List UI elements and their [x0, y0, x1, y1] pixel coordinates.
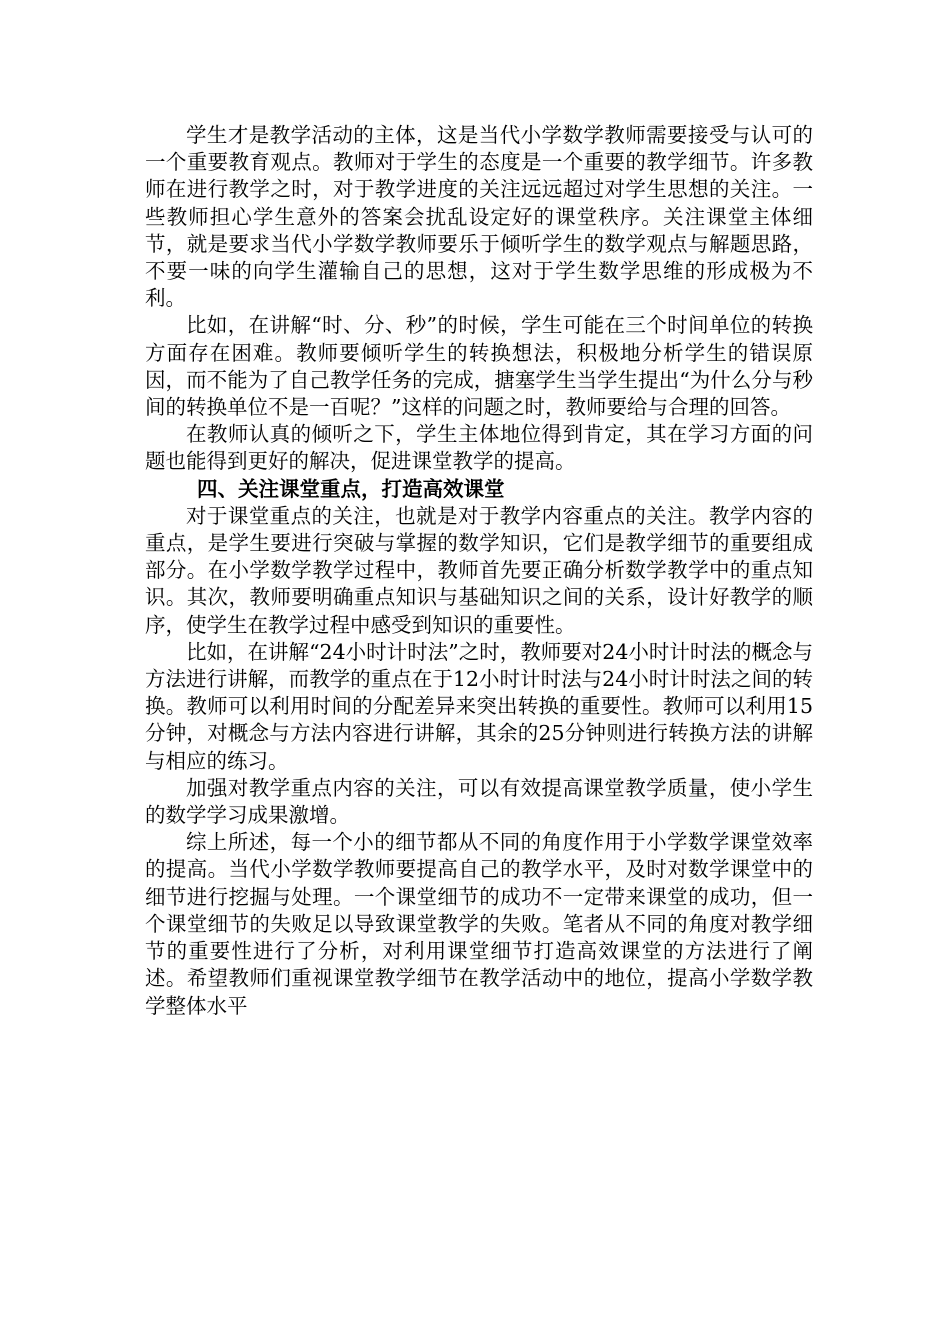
section-heading: 四、关注课堂重点，打造高效课堂	[197, 476, 505, 501]
paragraph-time-units-example: 比如，在讲解“时、分、秒”的时候，学生可能在三个时间单位的转换方面存在困难。教师要倾听学生的转换想法，积极地分析学生的错误原因，而不能为了自己教学任务的完成，搪塞学生当学生提出“为什么分与秒间的转换单位不是一百呢？”这样的问题之时，教师要给与合理的回答。	[145, 313, 813, 420]
paragraph-student-subject: 学生才是教学活动的主体，这是当代小学数学教师需要接受与认可的一个重要教育观点。教师对于学生的态度是一个重要的教学细节。许多教师在进行教学之时，对于教学进度的关注远远超过对学生思想的关注。一些教师担心学生意外的答案会扰乱设定好的课堂秩序。关注课堂主体细节，就是要求当代小学数学教师要乐于倾听学生的数学观点与解题思路，不要一味的向学生灌输自己的思想，这对于学生数学思维的形成极为不利。	[145, 123, 813, 311]
paragraph-conclusion: 综上所述，每一个小的细节都从不同的角度作用于小学数学课堂效率的提高。当代小学数学教师要提高自己的教学水平，及时对数学课堂中的细节进行挖掘与处理。一个课堂细节的成功不一定带来课堂的成功，但一个课堂细节的失败足以导致课堂教学的失败。笔者从不同的角度对教学细节的重要性进行了分析，对利用课堂细节打造高效课堂的方法进行了阐述。希望教师们重视课堂教学细节在教学活动中的地位，提高小学数学教学整体水平	[145, 830, 813, 1018]
paragraph-key-points: 对于课堂重点的关注，也就是对于教学内容重点的关注。教学内容的重点，是学生要进行突破与掌握的数学知识，它们是教学细节的重要组成部分。在小学数学教学过程中，教师首先要正确分析数学教学中的重点知识。其次，教师要明确重点知识与基础知识之间的关系，设计好教学的顺序，使学生在教学过程中感受到知识的重要性。	[145, 503, 813, 637]
document-body	[145, 122, 813, 1020]
paragraph-listening-result: 在教师认真的倾听之下，学生主体地位得到肯定，其在学习方面的问题也能得到更好的解决，促进课堂教学的提高。	[145, 422, 813, 474]
paragraph-24-hour-example: 比如，在讲解“24小时计时法”之时，教师要对24小时计时法的概念与方法进行讲解，而教学的重点在于12小时计时法与24小时计时法之间的转换。教师可以利用时间的分配差异来突出转换的重要性。教师可以利用15分钟，对概念与方法内容进行讲解，其余的25分钟则进行转换方法的讲解与相应的练习。	[145, 639, 813, 773]
paragraph-quality: 加强对教学重点内容的关注，可以有效提高课堂教学质量，使小学生的数学学习成果激增。	[145, 775, 813, 828]
